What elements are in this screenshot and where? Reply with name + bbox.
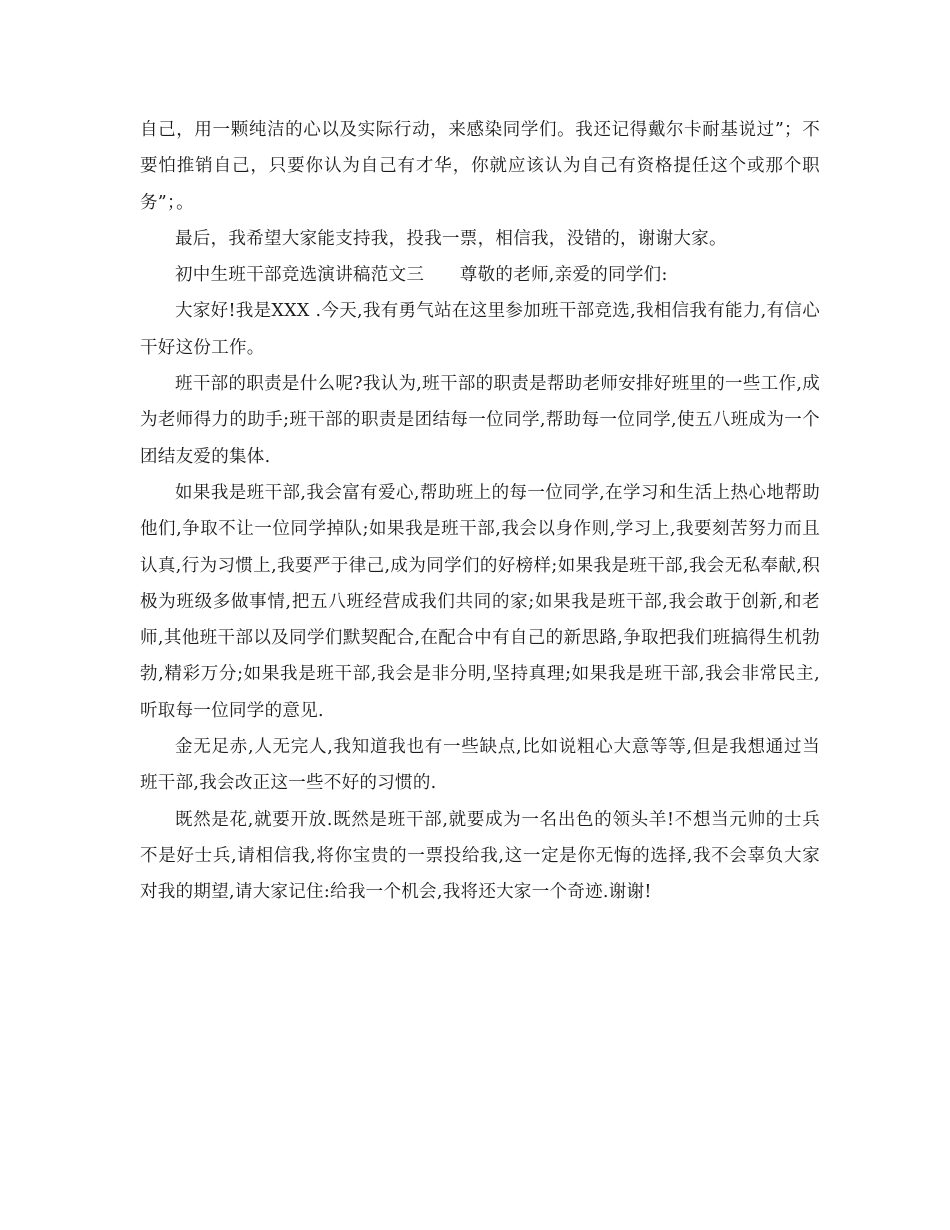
paragraph-duties: 班干部的职责是什么呢?我认为,班干部的职责是帮助老师安排好班里的一些工作,成为老师得力的助手;班干部的职责是团结每一位同学,帮助每一位同学,使五八班成为一个团结友爱的集体. [140,374,820,467]
paragraph-promises: 如果我是班干部,我会富有爱心,帮助班上的每一位同学,在学习和生活上热心地帮助他们,争取不让一位同学掉队;如果我是班干部,我会以身作则,学习上,我要刻苦努力而且认真,行为习惯上,我要严于律己,成为同学们的好榜样;如果我是班干部,我会无私奉献,积极为班级多做事情,把五八班经营成我们共同的家;如果我是班干部,我会敢于创新,和老师,其他班干部以及同学们默契配合,在配合中有自己的新思路,争取把我们班搞得生机勃勃,精彩万分;如果我是班干部,我会是非分明,坚持真理;如果我是班干部,我会非常民主,听取每一位同学的意见. [140,482,820,721]
paragraph-shortcomings: 金无足赤,人无完人,我知道我也有一些缺点,比如说粗心大意等等,但是我想通过当班干部,我会改正这一些不好的习惯的. [140,737,820,794]
paragraph-section-heading: 初中生班干部竞选演讲稿范文三 尊敬的老师,亲爱的同学们: [175,265,668,286]
document-body [140,112,820,911]
paragraph-continuation: 自己，用一颗纯洁的心以及实际行动，来感染同学们。我还记得戴尔卡耐基说过”；不要怕推销自己，只要你认为自己有才华，你就应该认为自己有资格提任这个或那个职务”；。 [140,120,820,213]
paragraph-closing: 最后，我希望大家能支持我，投我一票，相信我，没错的，谢谢大家。 [175,228,727,249]
paragraph-conclusion: 既然是花,就要开放.既然是班干部,就要成为一名出色的领头羊!不想当元帅的士兵不是好士兵,请相信我,将你宝贵的一票投给我,这一定是你无悔的选择,我不会辜负大家对我的期望,请大家记住:给我一个机会,我将还大家一个奇迹.谢谢! [140,809,820,903]
paragraph-greeting: 大家好!我是XXX .今天,我有勇气站在这里参加班干部竞选,我相信我有能力,有信心干好这份工作。 [140,301,820,358]
